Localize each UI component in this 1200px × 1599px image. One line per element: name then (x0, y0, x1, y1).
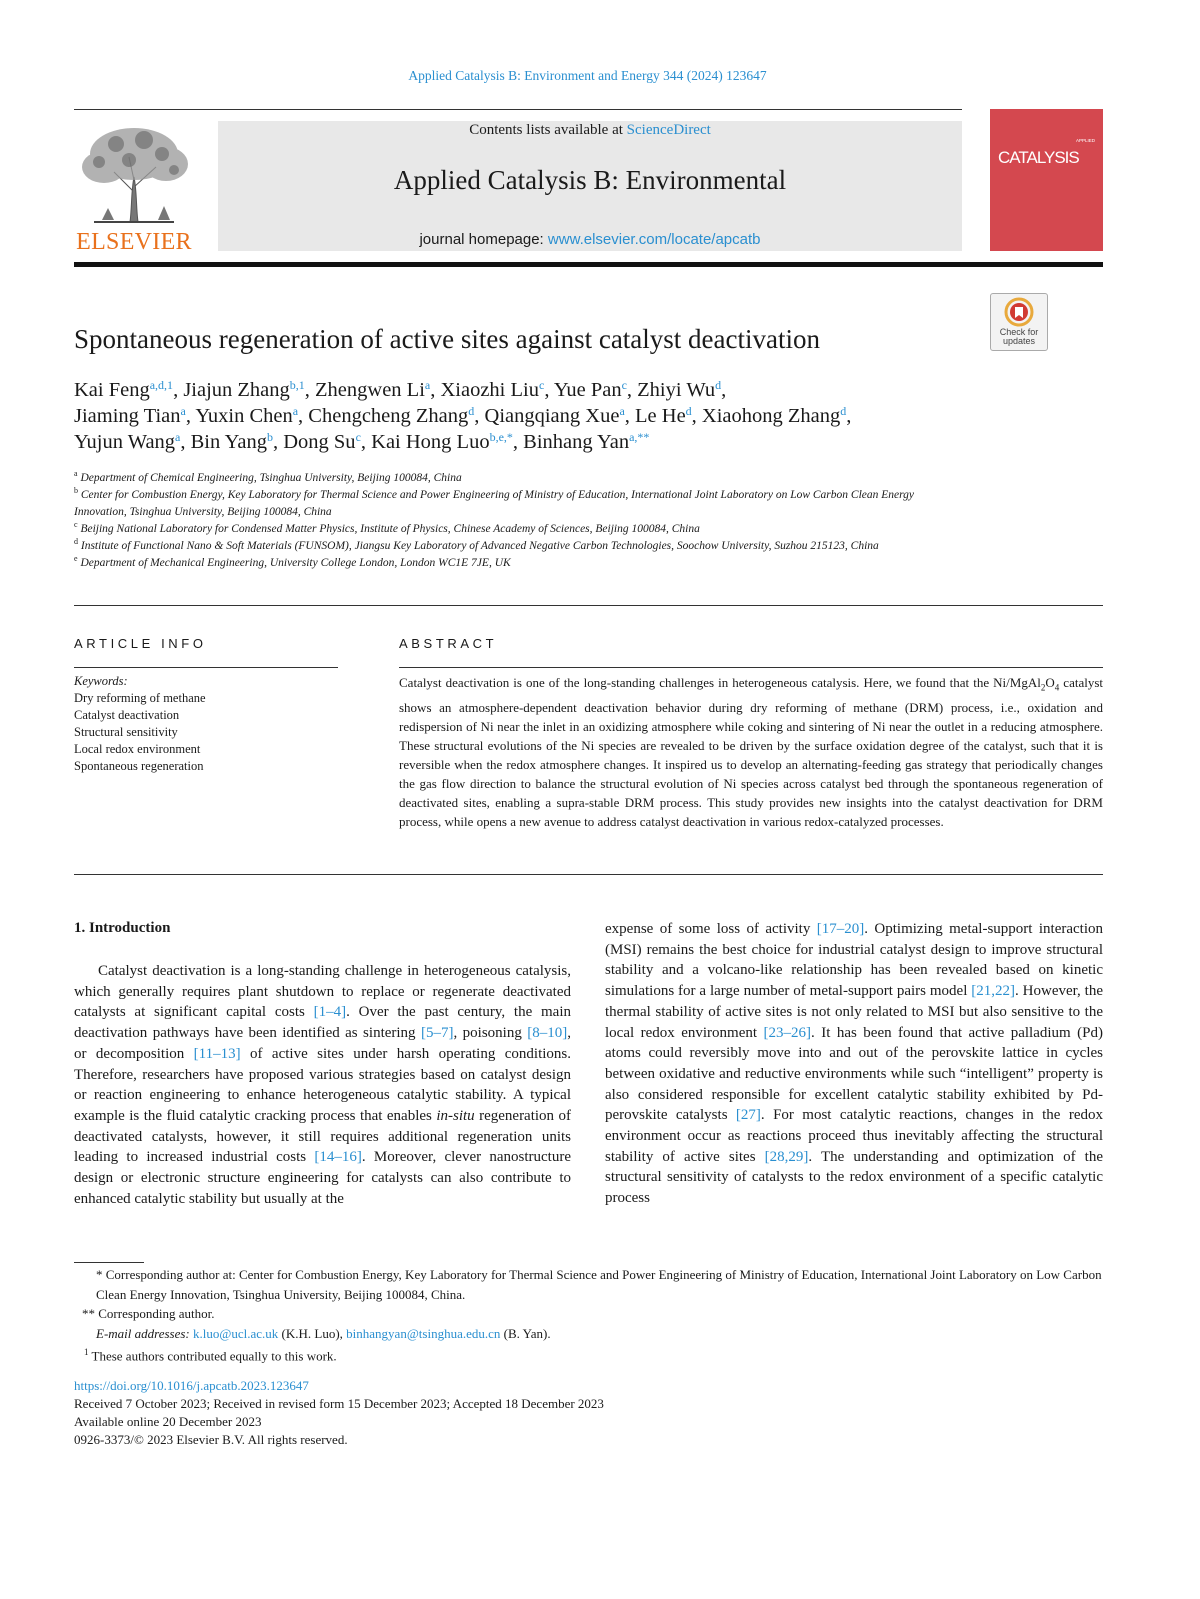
author: Binhang Yan$^{a,**}$ (523, 430, 650, 453)
author: Yujun Wang$^a$, (74, 430, 191, 453)
reference-link[interactable]: [8–10] (527, 1025, 568, 1042)
reference-link[interactable]: [11–13] (193, 1045, 241, 1062)
affiliation: $^b$ Center for Combustion Energy, Key Laboratory for Thermal Science and Power Engineering of Ministry of Education, International Joint Laboratory on Low Carbon Clean Energy Innovation, Tsinghua University, Beijing 100084, China (74, 486, 915, 518)
contents-prefix: Contents lists available at (469, 122, 627, 138)
header-rule (74, 109, 962, 110)
footnote-rule (74, 1262, 144, 1263)
journal-homepage-link[interactable]: www.elsevier.com/locate/apcatb (547, 231, 761, 248)
author: Dong Su$^c$, (283, 430, 372, 453)
cover-small-text: APPLIED (1076, 138, 1096, 143)
introduction-right-column: expense of some loss of activity [17–20]. Optimizing metal-support interaction (MSI) remains the best choice for industrial catalyst design to improve structural stability and a volcano-like relationship has been revealed based on kinetic simulations for a large number of metal-support pairs model [21,22]. However, the thermal stability of active sites is not only related to MSI but also sensitive to the local redox environment [23–26]. It has been found that active palladium (Pd) atoms could reversibly move into and out of the perovskite lattice in cycles between oxidative and reductive environments while such “intelligent” property is also considered responsible for excellent catalytic stability exhibited by Pd-perovskite catalysts [27]. For most catalytic reactions, changes in the redox environment occur as reactions proceed thus inevitably affecting the structural stability of active sites [28,29]. The understanding and optimization of the structural sensitivity of catalysts to the redox environment of a specific catalytic process (605, 921, 1104, 1207)
author: Yuxin Chen$^a$, (195, 404, 309, 427)
homepage-prefix: journal homepage: (419, 231, 548, 248)
author: Jiaming Tian$^a$, (74, 404, 196, 427)
equal-contribution-note: $^1$ These authors contributed equally to this work. (84, 1347, 337, 1364)
keyword: Structural sensitivity (74, 725, 178, 739)
affiliation: $^a$ Department of Chemical Engineering, Tsinghua University, Beijing 100084, China (74, 469, 462, 484)
abstract-rule (399, 667, 1103, 668)
author: Kai Feng$^{a,d,1}$, (74, 378, 184, 401)
keyword: Spontaneous regeneration (74, 759, 204, 773)
affiliation: $^c$ Beijing National Laboratory for Condensed Matter Physics, Institute of Physics, Chinese Academy of Sciences, Beijing 100084, China (74, 520, 700, 535)
author-list (74, 377, 1104, 455)
reference-link[interactable]: [14–16] (314, 1149, 362, 1166)
section-rule (74, 605, 1103, 606)
reference-link[interactable]: [21,22] (971, 983, 1016, 1000)
journal-cover-thumbnail[interactable] (990, 109, 1103, 251)
journal-citation-link[interactable]: Applied Catalysis B: Environment and Energy 344 (2024) 123647 (408, 68, 767, 83)
copyright: 0926-3373/© 2023 Elsevier B.V. All rights reserved. (74, 1432, 348, 1447)
reference-link[interactable]: [23–26] (763, 1024, 811, 1041)
author: Jiajun Zhang$^{b,1}$, (183, 378, 316, 401)
article-info-rule (74, 667, 338, 668)
doi-link[interactable]: https://doi.org/10.1016/j.apcatb.2023.123647 (74, 1378, 309, 1393)
check-for-updates-badge[interactable] (990, 293, 1048, 351)
affiliation: $^d$ Institute of Functional Nano & Soft Materials (FUNSOM), Jiangsu Key Laboratory of Advanced Negative Carbon Technologies, Soochow University, Suzhou 215123, China (74, 537, 879, 552)
email-addresses: E-mail addresses: k.luo@ucl.ac.uk (K.H. Luo), binhangyan@tsinghua.edu.cn (B. Yan). (96, 1325, 551, 1341)
reference-link[interactable]: [27] (735, 1107, 761, 1124)
journal-homepage-line (218, 231, 962, 248)
author: Chengcheng Zhang$^d$, (308, 404, 485, 427)
reference-link[interactable]: [28,29] (764, 1148, 809, 1165)
section-rule (74, 874, 1103, 875)
reference-link[interactable]: [17–20] (816, 921, 865, 937)
introduction-heading: 1. Introduction (74, 920, 171, 936)
introduction-left-column: Catalyst deactivation is a long-standing challenge in heterogeneous catalysis, which generally requires plant shutdown to replace or regenerate deactivated catalysts at significant capital costs [1–4]. Over the past century, the main deactivation pathways have been identified as sintering [5–7], poisoning [8–10], or decomposition [11–13] of active sites under harsh operating conditions. Therefore, researchers have proposed various strategies based on catalyst design or reaction engineering to enhance heterogeneous catalytic stability. A typical example is the fluid catalytic cracking process that enables in-situ regeneration of deactivated catalysts, however, it still requires additional regeneration units leading to increased industrial costs [14–16]. Moreover, clever nanostructure design or electronic structure engineering for catalysts can also contribute to enhanced catalytic stability but usually at the (74, 963, 571, 1207)
affiliation: $^e$ Department of Mechanical Engineering, University College London, London WC1E 7JE, UK (74, 554, 511, 569)
available-online: Available online 20 December 2023 (74, 1414, 262, 1429)
email-link[interactable]: binhangyan@tsinghua.edu.cn (346, 1325, 501, 1341)
author: Xiaozhi Liu$^c$, (440, 378, 554, 401)
email-link[interactable]: k.luo@ucl.ac.uk (193, 1325, 279, 1341)
reference-link[interactable]: [1–4] (313, 1004, 347, 1021)
author: Xiaohong Zhang$^d$, (701, 404, 852, 427)
author: Bin Yang$^b$, (190, 430, 284, 453)
keyword: Dry reforming of methane (74, 691, 206, 705)
contents-line (218, 122, 962, 139)
author: Yue Pan$^c$, (553, 378, 638, 401)
sciencedirect-link[interactable]: ScienceDirect (626, 122, 711, 138)
cover-title: CATALYSIS (998, 148, 1079, 167)
elsevier-wordmark: ELSEVIER (76, 229, 192, 255)
corresponding-author-note-2: ** Corresponding author. (82, 1306, 215, 1321)
bookmark-icon (991, 294, 1047, 328)
abstract-text: Catalyst deactivation is one of the long-standing challenges in heterogeneous catalysis. Here, we found that the $Ni/MgAl_2O_4$ catalyst shows an atmosphere-dependent deactivation behavior during dry reforming of methane (DRM) process, i.e., oxidation and redispersion of Ni near the inlet in an oxidizing atmosphere while coking and sintering of Ni near the outlet in a reducing atmosphere. These structural evolutions of the Ni species are revealed to be driven by the surface oxidation degree of the catalyst, such that it is reversible when the redox atmosphere changes. It inspired us to develop an alternating-feeding gas strategy that periodically changes the gas flow direction to balance the structural evolution of Ni species across catalyst bed through the spontaneous regeneration of deactivated sites, enabling a supra-stable DRM process. This study provides new insights into the catalyst deactivation for DRM process, while opens a new avenue to address catalyst deactivation in various redox-catalyzed processes. (399, 675, 1103, 829)
keyword: Catalyst deactivation (74, 708, 180, 722)
author: Zhiyi Wu$^d$, (637, 378, 727, 401)
check-for-updates-label: Check for updates (999, 327, 1039, 346)
journal-title: Applied Catalysis B: Environmental (393, 165, 787, 195)
corresponding-author-note: * Corresponding author at: Center for Combustion Energy, Key Laboratory for Thermal Science and Power Engineering of Ministry of Education, International Joint Laboratory on Low Carbon Clean Energy Innovation, Tsinghua University, Beijing 100084, China. (96, 1267, 1102, 1302)
keyword: Local redox environment (74, 742, 201, 756)
article-info-heading: ARTICLE INFO (74, 636, 207, 651)
author: Kai Hong Luo$^{b,e,*}$, (371, 430, 524, 453)
publication-info (74, 1377, 974, 1449)
reference-link[interactable]: [5–7] (420, 1025, 454, 1042)
keywords-label: Keywords: (74, 674, 128, 688)
keywords-block (74, 673, 338, 775)
affiliation-list (74, 470, 964, 572)
article-title: Spontaneous regeneration of active sites against catalyst deactivation (74, 324, 820, 354)
author: Le He$^d$, (635, 404, 702, 427)
abstract-heading: ABSTRACT (399, 636, 498, 651)
footnotes (74, 1265, 1104, 1366)
author: Zhengwen Li$^a$, (315, 378, 441, 401)
header-thick-rule (74, 262, 1103, 267)
author: Qiangqiang Xue$^a$, (484, 404, 636, 427)
received-dates: Received 7 October 2023; Received in revised form 15 December 2023; Accepted 18 December 2023 (74, 1396, 604, 1411)
